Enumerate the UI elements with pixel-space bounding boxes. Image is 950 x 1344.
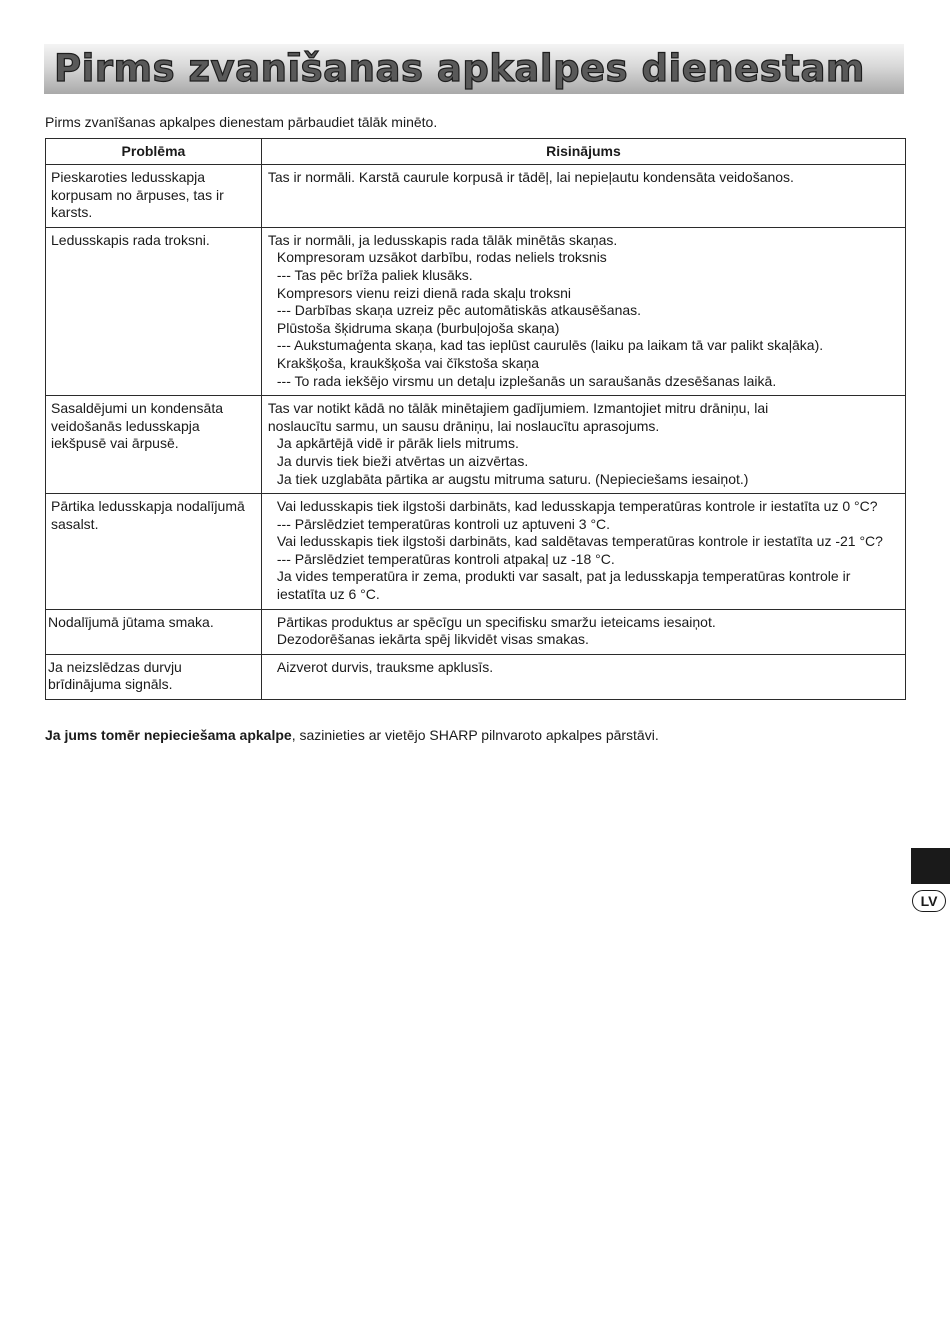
table-row: [46, 227, 906, 395]
problem-line: veidošanās ledusskapja: [51, 417, 200, 434]
table-row: [46, 165, 906, 228]
solution-line: Ja vides temperatūra ir zema, produkti var sasalt, pat ja ledusskapja temperatūras kontrole ir iestatīta uz 6 °C.: [276, 568, 851, 603]
solution-line: Ja apkārtējā vidē ir pārāk liels mitrums.: [276, 435, 519, 452]
solution-line: Kompresoram uzsākot darbību, rodas neliels troksnis: [276, 249, 607, 266]
closing-note-text: , sazinieties ar vietējo SHARP pilnvaroto apkalpes pārstāvi.: [291, 727, 659, 743]
table-row: [46, 654, 906, 699]
solution-line: noslaucītu sarmu, un sausu drāniņu, lai noslaucītu aprasojums.: [267, 417, 660, 434]
problem-line: Pārtika ledusskapja nodalījumā: [51, 498, 245, 515]
problem-cell: [46, 494, 262, 610]
problem-line: karsts.: [51, 204, 93, 221]
solution-cell: [261, 396, 905, 494]
language-badge: LV: [912, 890, 946, 912]
solution-line: Kompresors vienu reizi dienā rada skaļu troksni: [276, 284, 572, 301]
table-row: [46, 396, 906, 494]
problem-line: Ja neizslēdzas durvju: [48, 658, 182, 675]
problem-line: Ledusskapis rada troksni.: [51, 231, 210, 248]
problem-cell: [46, 609, 262, 654]
problem-line: korpusam no ārpuses, tas ir: [51, 186, 224, 203]
column-header-solution: Risinājums: [261, 139, 905, 165]
problem-cell: [46, 654, 262, 699]
solution-line: --- To rada iekšējo virsmu un detaļu izplešanās un saraušanās dzesēšanas laikā.: [276, 372, 777, 389]
table-header-row: [46, 139, 906, 165]
closing-note-bold: Ja jums tomēr nepieciešama apkalpe: [45, 727, 292, 743]
problem-line: iekšpusē vai ārpusē.: [51, 435, 179, 452]
closing-note: [45, 727, 659, 744]
solution-line: --- Darbības skaņa uzreiz pēc automātiskās atkausēšanas.: [276, 302, 642, 319]
solution-line: Tas ir normāli. Karstā caurule korpusā ir tādēļ, lai nepieļautu kondensāta veidošanos.: [267, 169, 794, 185]
column-header-problem: Problēma: [46, 139, 262, 165]
solution-line: Vai ledusskapis tiek ilgstoši darbināts, kad ledusskapja temperatūras kontrole ir iestatīta uz 0 °C?: [276, 498, 878, 515]
solution-line: --- Pārslēdziet temperatūras kontroli atpakaļ uz -18 °C.: [276, 550, 615, 567]
solution-line: Pārtikas produktus ar spēcīgu un specifisku smaržu ieteicams iesaiņot.: [276, 613, 716, 630]
problem-cell: [46, 227, 262, 395]
problem-line: Nodalījumā jūtama smaka.: [48, 613, 214, 630]
solution-cell: [261, 654, 905, 699]
problem-line: Pieskaroties ledusskapja: [51, 169, 206, 185]
section-tab-marker: [911, 848, 950, 884]
solution-line: Vai ledusskapis tiek ilgstoši darbināts, kad saldētavas temperatūras kontrole ir iestatīta uz -21 °C?: [276, 533, 883, 550]
solution-cell: [261, 227, 905, 395]
problem-line: brīdinājuma signāls.: [48, 676, 173, 693]
solution-line: Krakšķoša, kraukšķoša vai čīkstoša skaņa: [276, 354, 540, 371]
solution-line: Ja tiek uzglabāta pārtika ar augstu mitruma saturu. (Nepieciešams iesaiņot.): [276, 470, 749, 487]
problem-cell: [46, 165, 262, 228]
solution-line: --- Aukstumaģenta skaņa, kad tas ieplūst caurulēs (laiku pa laikam tā var palikt skaļāka).: [276, 337, 824, 354]
solution-line: --- Pārslēdziet temperatūras kontroli uz aptuveni 3 °C.: [276, 515, 611, 532]
table-row: [46, 609, 906, 654]
problem-line: Sasaldējumi un kondensāta: [51, 400, 224, 417]
solution-cell: [261, 494, 905, 610]
solution-line: Dezodorēšanas iekārta spēj likvidēt visas smakas.: [276, 631, 589, 648]
problem-cell: [46, 396, 262, 494]
solution-line: Aizverot durvis, trauksme apklusīs.: [276, 658, 494, 675]
solution-cell: [261, 609, 905, 654]
solution-line: Tas ir normāli, ja ledusskapis rada tālāk minētās skaņas.: [267, 231, 618, 248]
intro-text: Pirms zvanīšanas apkalpes dienestam pārbaudiet tālāk minēto.: [45, 114, 438, 130]
solution-line: --- Tas pēc brīža paliek klusāks.: [276, 266, 473, 283]
table-row: [46, 494, 906, 610]
solution-line: Tas var notikt kādā no tālāk minētajiem gadījumiem. Izmantojiet mitru drāniņu, lai: [267, 400, 769, 417]
problem-line: sasalst.: [51, 515, 99, 532]
troubleshooting-table: [45, 138, 906, 700]
page-title: Pirms zvanīšanas apkalpes dienestam: [54, 47, 865, 90]
solution-line: Ja durvis tiek bieži atvērtas un aizvērtas.: [276, 452, 529, 469]
solution-cell: [261, 165, 905, 228]
title-bar: [44, 44, 904, 94]
solution-line: Plūstoša šķidruma skaņa (burbuļojoša skaņa): [276, 319, 560, 336]
